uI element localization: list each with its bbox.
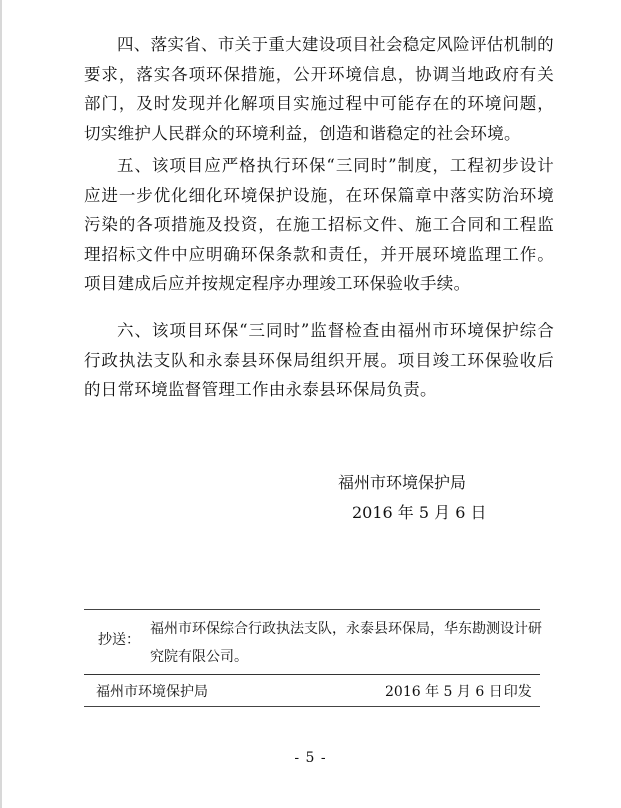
paragraph-4: 四、落实省、市关于重大建设项目社会稳定风险评估机制的要求，落实各项环保措施，公开环境信息，协调当地政府有关部门，及时发现并化解项目实施过程中可能存在的环境问题，切实维护人民群众的环境利益，创造和谐稳定的社会环境。 [84, 35, 554, 143]
signature-organization: 福州市环境保护局 [338, 473, 467, 492]
issue-date: 2016 年 5 月 6 日 [385, 684, 503, 700]
issue-suffix: 印发 [503, 684, 532, 700]
divider-middle [84, 674, 540, 675]
signature-date: 2016 年 5 月 6 日 [352, 503, 487, 522]
cc-recipients: 福州市环保综合行政执法支队，永泰县环保局，华东勘测设计研究院有限公司。 [150, 621, 542, 665]
divider-bottom [84, 706, 540, 707]
page-edge [0, 0, 2, 808]
paragraph-5: 五、该项目应严格执行环保“三同时”制度，工程初步设计应进一步优化细化环境保护设施，在环保篇章中落实防治环境污染的各项措施及投资，在施工招标文件、施工合同和工程监理招标文件中应明确环保条款和责任，并开展环境监理工作。项目建成后应并按规定程序办理竣工环保验收手续。 [84, 156, 554, 293]
divider-top [84, 609, 540, 610]
issuer: 福州市环境保护局 [96, 684, 208, 700]
issue-date-line [385, 681, 532, 703]
page-number: - 5 - [294, 750, 327, 766]
cc-label: 抄送： [98, 632, 140, 648]
paragraph-6: 六、该项目环保“三同时”监督检查由福州市环境保护综合行政执法支队和永泰县环保局组织开展。项目竣工环保验收后的日常环境监督管理工作由永泰县环保局负责。 [84, 321, 554, 399]
signature-block [330, 468, 530, 528]
